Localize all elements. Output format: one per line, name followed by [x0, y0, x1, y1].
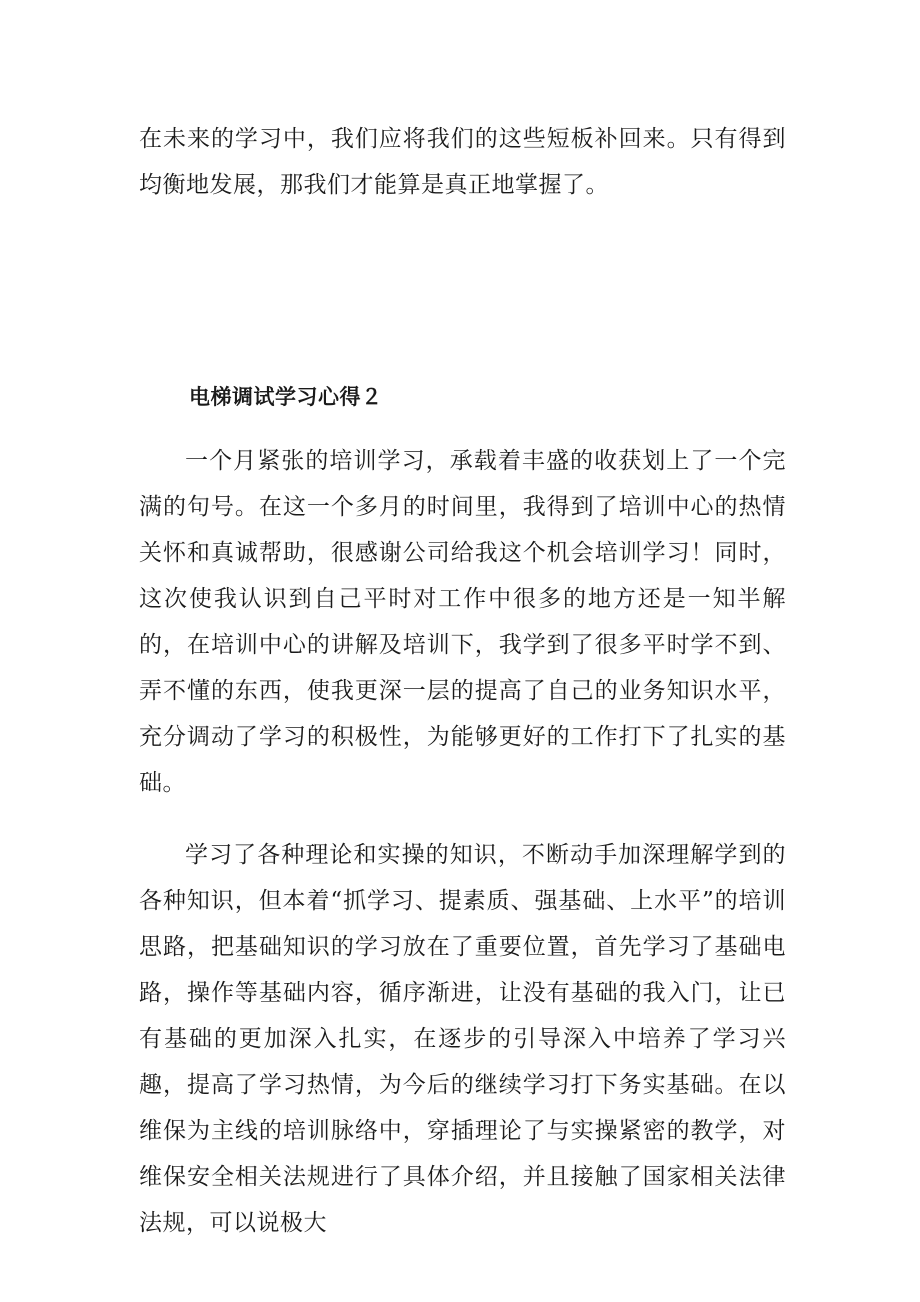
body-paragraph-2: 学习了各种理论和实操的知识，不断动手加深理解学到的各种知识，但本着“抓学习、提素质、强基础、上水平”的培训思路，把基础知识的学习放在了重要位置，首先学习了基础电路，操作等基础内容，循序渐进，让没有基础的我入门，让已有基础的更加深入扎实，在逐步的引导深入中培养了学习兴趣，提高了学习热情，为今后的继续学习打下务实基础。在以维保为主线的培训脉络中，穿插理论了与实操紧密的教学，对维保安全相关法规进行了具体介绍，并且接触了国家相关法律法规，可以说极大 [139, 842, 786, 1236]
intro-paragraph: 在未来的学习中，我们应将我们的这些短板补回来。只有得到均衡地发展，那我们才能算是真正地掌握了。 [139, 126, 786, 198]
body-paragraph-1: 一个月紧张的培训学习，承载着丰盛的收获划上了一个完满的句号。在这一个多月的时间里，我得到了培训中心的热情关怀和真诚帮助，很感谢公司给我这个机会培训学习！同时，这次使我认识到自己平时对工作中很多的地方还是一知半解的，在培训中心的讲解及培训下，我学到了很多平时学不到、弄不懂的东西，使我更深一层的提高了自己的业务知识水平，充分调动了学习的积极性，为能够更好的工作打下了扎实的基础。 [139, 448, 786, 796]
section-title: 电梯调试学习心得２ [189, 385, 383, 409]
